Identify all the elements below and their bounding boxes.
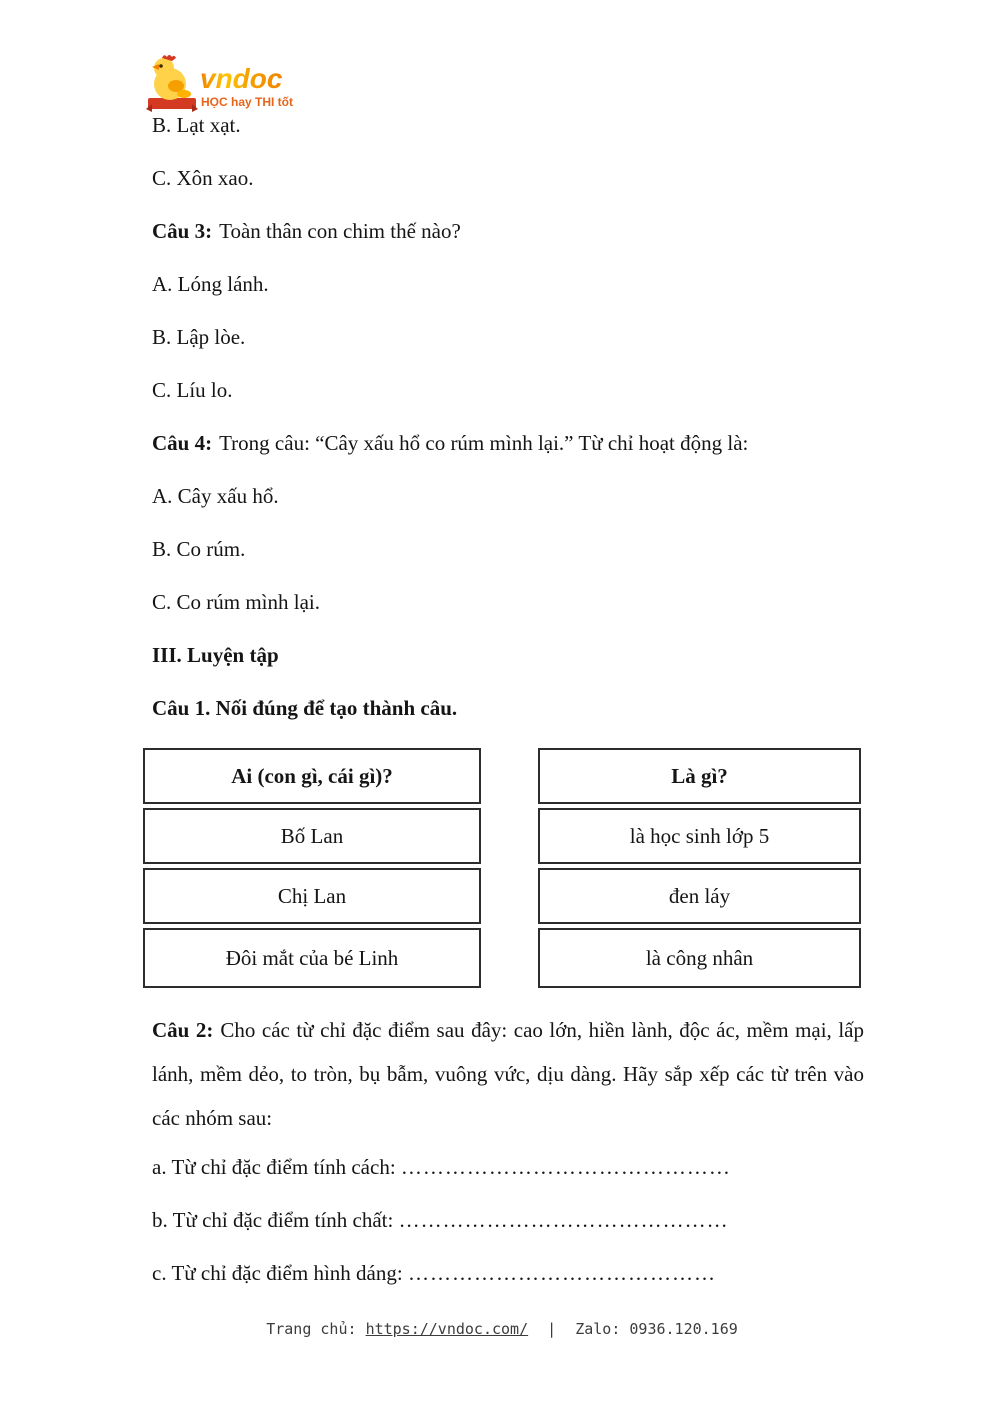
question-label: Câu 3:: [152, 219, 213, 243]
vndoc-tagline-text: HỌC hay THI tốt: [201, 95, 293, 109]
footer-zalo: Zalo: 0936.120.169: [575, 1320, 738, 1338]
answer-option: B. Co rúm.: [152, 537, 246, 561]
cau1-heading: Câu 1. Nối đúng để tạo thành câu.: [152, 696, 458, 720]
blank-label: b. Từ chỉ đặc điểm tính chất:: [152, 1208, 399, 1232]
vndoc-logo-svg: [146, 52, 296, 114]
dotted-line: ……………………………………: [407, 1261, 716, 1285]
vndoc-logo: [146, 52, 296, 114]
table-row: là học sinh lớp 5: [538, 808, 861, 864]
page-footer: [0, 1320, 1004, 1338]
table-header: Ai (con gì, cái gì)?: [143, 748, 481, 804]
matching-exercise: [143, 748, 864, 988]
question-label: Câu 4:: [152, 431, 213, 455]
table-header: Là gì?: [538, 748, 861, 804]
fill-blank-c: [152, 1260, 864, 1287]
answer-option: C. Líu lo.: [152, 378, 233, 402]
fill-blank-b: [152, 1207, 864, 1234]
table-row: là công nhân: [538, 928, 861, 988]
vndoc-brand-text: vndoc: [200, 63, 283, 94]
table-row: Đôi mắt của bé Linh: [143, 928, 481, 988]
question-text: Toàn thân con chim thế nào?: [219, 219, 461, 243]
answer-option: A. Lóng lánh.: [152, 272, 269, 296]
fill-blank-a: [152, 1154, 864, 1181]
worksheet-body: [152, 112, 864, 1313]
matching-table-left: [143, 748, 481, 988]
question-cau4: [152, 430, 864, 457]
dotted-line: ………………………………………: [398, 1208, 729, 1232]
answer-option: A. Cây xấu hổ.: [152, 484, 279, 508]
vndoc-mascot-icon: [146, 55, 198, 112]
footer-home-link[interactable]: https://vndoc.com/: [365, 1320, 529, 1338]
answer-option: B. Lập lòe.: [152, 325, 246, 349]
answer-option: C. Xôn xao.: [152, 166, 254, 190]
answer-option: C. Co rúm mình lại.: [152, 590, 320, 614]
question-cau2: [152, 1008, 864, 1140]
dotted-line: ………………………………………: [400, 1155, 731, 1179]
blank-label: a. Từ chỉ đặc điểm tính cách:: [152, 1155, 401, 1179]
question-cau3: [152, 218, 864, 245]
answer-option: B. Lạt xạt.: [152, 113, 241, 137]
table-row: Chị Lan: [143, 868, 481, 924]
question-text: Trong câu: “Cây xấu hổ co rúm mình lại.” Từ chỉ hoạt động là:: [219, 431, 749, 455]
section-heading: III. Luyện tập: [152, 643, 279, 667]
question-text: Cho các từ chỉ đặc điểm sau đây: cao lớn, hiền lành, độc ác, mềm mại, lấp lánh, mềm dẻo, to tròn, bụ bẫm, vuông vức, dịu dàng. Hãy sắp xếp các từ trên vào các nhóm sau:: [152, 1018, 864, 1130]
footer-separator: |: [547, 1320, 557, 1338]
matching-table-right: [538, 748, 861, 988]
question-label: Câu 2:: [152, 1018, 214, 1042]
footer-home-label: Trang chủ:: [266, 1320, 357, 1338]
blank-label: c. Từ chỉ đặc điểm hình dáng:: [152, 1261, 408, 1285]
table-row: Bố Lan: [143, 808, 481, 864]
table-row: đen láy: [538, 868, 861, 924]
